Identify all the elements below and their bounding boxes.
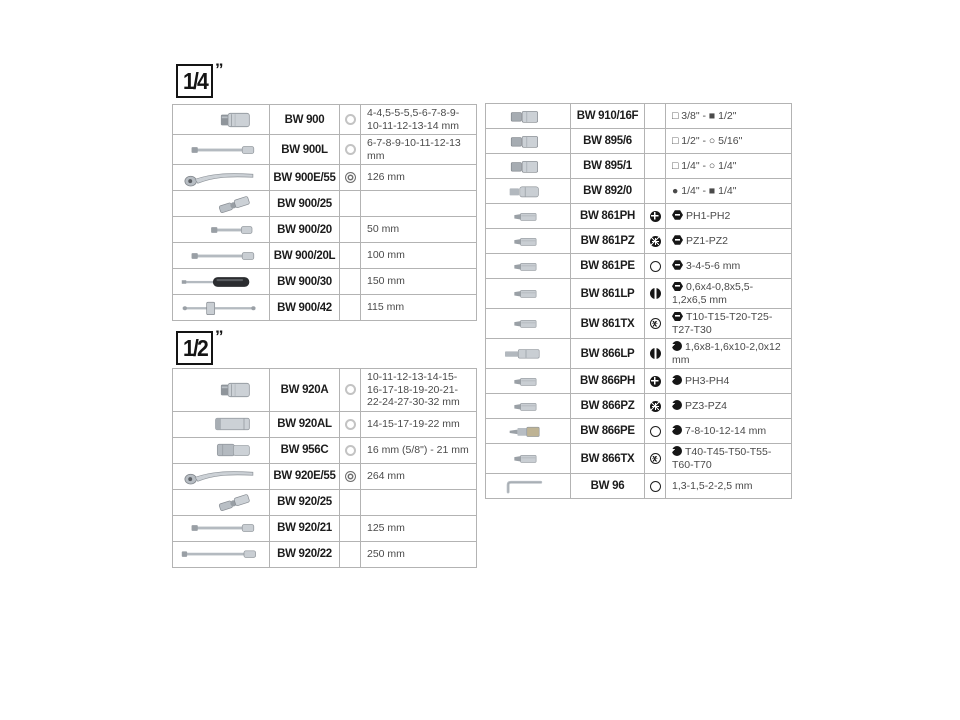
ratchet-drive-icon (345, 172, 356, 183)
hex-head-icon (650, 481, 661, 492)
size-text: 264 mm (367, 469, 405, 482)
quarter-inch-text: 1/4 (182, 67, 207, 94)
size-text: PH1-PH2 (666, 208, 733, 225)
ratchet-drive-icon (345, 471, 356, 482)
size-text: ● 1/4" - ■ 1/4" (672, 184, 737, 197)
table-row (486, 473, 791, 498)
tool-photo-cell (173, 165, 269, 190)
quarter-inch-hex-shank-icon (672, 210, 683, 220)
tool-photo-cell (486, 419, 570, 443)
tool-photo-cell (173, 412, 269, 437)
tool-photo-cell (173, 295, 269, 320)
quarter-inch-hex-shank-icon (672, 312, 683, 322)
size-cell (360, 165, 474, 190)
tool-photo-cell (486, 154, 570, 178)
bit-photo (491, 282, 561, 305)
size-cell (665, 229, 789, 253)
tool-photo-cell (486, 474, 570, 498)
table-row (486, 278, 791, 308)
part-number: BW 920A (269, 369, 339, 411)
table-row (173, 294, 476, 320)
adapters-and-bits-table (485, 103, 792, 499)
table-row (173, 134, 476, 164)
adapter-photo (491, 155, 561, 178)
socket-photo (180, 378, 260, 402)
size-cell (360, 217, 474, 242)
size-text: 1,6x8-1,6x10-2,0x12 mm (672, 341, 781, 366)
table-row (486, 228, 791, 253)
tool-photo-cell (486, 444, 570, 473)
drive-symbol-cell (644, 279, 665, 308)
tool-photo-cell (486, 179, 570, 203)
table-row (173, 541, 476, 567)
drive-symbol-cell (644, 154, 665, 178)
extension-short-photo (180, 218, 260, 242)
drive-symbol-cell (339, 269, 360, 294)
size-cell (360, 438, 474, 463)
size-cell (360, 269, 474, 294)
drive-symbol-cell (339, 217, 360, 242)
adapter-photo (491, 105, 561, 128)
quarter-inch-hex-shank-icon (672, 260, 683, 270)
drive-symbol-cell (644, 254, 665, 278)
size-text: □ 3/8" - ■ 1/2" (672, 109, 737, 122)
bit-long-photo (491, 342, 561, 365)
part-number: BW 895/6 (570, 129, 644, 153)
drive-symbol-cell (644, 394, 665, 418)
drive-symbol-cell (644, 129, 665, 153)
size-text: 4-4,5-5-5,5-6-7-8-9-10-11-12-13-14 mm (367, 107, 460, 132)
drive-symbol-cell (339, 438, 360, 463)
drive-symbol-cell (644, 339, 665, 368)
size-cell (360, 191, 474, 216)
size-text: 16 mm (5/8") - 21 mm (367, 443, 469, 456)
size-text: PZ3-PZ4 (666, 398, 730, 415)
part-number: BW 920/25 (269, 490, 339, 515)
five-sixteenth-hex-shank-icon (672, 375, 682, 385)
table-row (486, 418, 791, 443)
drive-symbol-cell (644, 444, 665, 473)
drive-symbol-cell (644, 179, 665, 203)
bit-photo (491, 370, 561, 393)
tool-photo-cell (486, 309, 570, 338)
socket-photo (180, 108, 260, 132)
size-text: 6-7-8-9-10-11-12-13 mm (367, 137, 461, 162)
drive-symbol-cell (644, 369, 665, 393)
five-sixteenth-hex-shank-icon (672, 341, 682, 351)
phillips-head-icon (650, 376, 661, 387)
drive-symbol-cell (339, 191, 360, 216)
drive-symbol-cell (644, 419, 665, 443)
tool-photo-cell (173, 135, 269, 164)
universal-joint-photo (180, 192, 260, 216)
size-cell (360, 243, 474, 268)
drive-symbol-cell (339, 464, 360, 489)
part-number: BW 866TX (570, 444, 644, 473)
size-text: 50 mm (367, 223, 400, 236)
tool-photo-cell (486, 369, 570, 393)
socket-plug-photo (180, 438, 260, 462)
half-inch-box (176, 331, 213, 365)
table-row (486, 203, 791, 228)
table-row (486, 128, 791, 153)
size-text: PZ1-PZ2 (666, 233, 731, 250)
drive-symbol-cell (644, 104, 665, 128)
part-number: BW 900E/55 (269, 165, 339, 190)
table-row (173, 216, 476, 242)
size-text: 125 mm (367, 521, 405, 534)
universal-joint-photo (180, 490, 260, 514)
part-number: BW 900 (269, 105, 339, 134)
bit-photo (491, 447, 561, 470)
five-sixteenth-hex-shank-icon (672, 446, 682, 456)
part-number: BW 866PH (570, 369, 644, 393)
size-cell (665, 444, 789, 473)
table-row (173, 164, 476, 190)
drive-symbol-cell (339, 516, 360, 541)
torx-head-icon (650, 453, 661, 464)
part-number: BW 861PZ (570, 229, 644, 253)
hex-head-icon (650, 426, 661, 437)
size-cell (360, 412, 474, 437)
size-cell (665, 129, 789, 153)
size-text: 7-8-10-12-14 mm (666, 423, 769, 440)
slotted-head-icon (650, 288, 661, 299)
tool-photo-cell (173, 269, 269, 294)
tool-photo-cell (173, 217, 269, 242)
table-row (173, 437, 476, 463)
hex-key-photo (491, 475, 561, 498)
drive-symbol-cell (339, 542, 360, 567)
socket-drive-ring-icon (345, 384, 356, 395)
size-cell (665, 369, 789, 393)
size-cell (360, 464, 474, 489)
size-text: 0,6x4-0,8x5,5-1,2x6,5 mm (672, 281, 754, 306)
extension-photo (180, 244, 260, 268)
size-text: 1,3-1,5-2-2,5 mm (672, 479, 753, 492)
tool-photo-cell (486, 254, 570, 278)
table-row (173, 268, 476, 294)
half-inch-table (172, 368, 477, 568)
tool-photo-cell (173, 105, 269, 134)
tool-photo-cell (486, 279, 570, 308)
socket-drive-ring-icon (345, 114, 356, 125)
part-number: BW 920AL (269, 412, 339, 437)
size-cell (665, 309, 789, 338)
quarter-inch-table (172, 104, 477, 321)
drive-symbol-cell (339, 165, 360, 190)
size-cell (360, 490, 474, 515)
tool-photo-cell (173, 369, 269, 411)
size-cell (360, 516, 474, 541)
part-number: BW 920/22 (269, 542, 339, 567)
size-text (361, 500, 370, 504)
size-cell (665, 254, 789, 278)
drive-symbol-cell (339, 412, 360, 437)
table-row (173, 411, 476, 437)
size-text: T10-T15-T20-T25-T27-T30 (672, 311, 773, 336)
tool-photo-cell (486, 104, 570, 128)
size-cell (665, 204, 789, 228)
table-row (173, 242, 476, 268)
table-row (173, 369, 476, 411)
drive-symbol-cell (339, 490, 360, 515)
size-cell (665, 179, 789, 203)
part-number: BW 96 (570, 474, 644, 498)
table-row (486, 338, 791, 368)
bit-holder-photo (491, 180, 561, 203)
adapter-photo (491, 130, 561, 153)
tool-photo-cell (486, 394, 570, 418)
bit-photo (491, 255, 561, 278)
table-row (486, 253, 791, 278)
half-inch-size-label (176, 327, 224, 365)
socket-drive-ring-icon (345, 445, 356, 456)
size-text: 3-4-5-6 mm (666, 258, 743, 275)
part-number: BW 861PE (570, 254, 644, 278)
tool-photo-cell (173, 464, 269, 489)
tool-photo-cell (486, 339, 570, 368)
extension-photo (180, 138, 260, 162)
bit-hex-photo (491, 420, 561, 443)
table-row (486, 308, 791, 338)
drive-symbol-cell (339, 243, 360, 268)
drive-symbol-cell (339, 135, 360, 164)
size-cell (665, 104, 789, 128)
part-number: BW 866PZ (570, 394, 644, 418)
part-number: BW 861PH (570, 204, 644, 228)
part-number: BW 861LP (570, 279, 644, 308)
table-row (173, 515, 476, 541)
size-text: □ 1/2" - ○ 5/16" (672, 134, 743, 147)
size-text: 250 mm (367, 547, 405, 560)
table-row (173, 190, 476, 216)
part-number: BW 892/0 (570, 179, 644, 203)
part-number: BW 866PE (570, 419, 644, 443)
part-number: BW 895/1 (570, 154, 644, 178)
size-cell (665, 474, 789, 498)
table-row (486, 393, 791, 418)
size-cell (665, 419, 789, 443)
tool-photo-cell (486, 204, 570, 228)
size-text: 100 mm (367, 249, 405, 262)
part-number: BW 900L (269, 135, 339, 164)
slotted-head-icon (650, 348, 661, 359)
socket-drive-ring-icon (345, 419, 356, 430)
torx-head-icon (650, 318, 661, 329)
bit-photo (491, 205, 561, 228)
part-number: BW 861TX (570, 309, 644, 338)
quarter-inch-hex-shank-icon (672, 282, 683, 292)
table-row (173, 463, 476, 489)
tool-photo-cell (173, 243, 269, 268)
ratchet-photo (180, 464, 260, 488)
tool-photo-cell (173, 516, 269, 541)
table-row (486, 153, 791, 178)
part-number: BW 900/30 (269, 269, 339, 294)
part-number: BW 956C (269, 438, 339, 463)
bit-photo (491, 230, 561, 253)
size-cell (665, 154, 789, 178)
tool-photo-cell (173, 542, 269, 567)
tool-photo-cell (486, 229, 570, 253)
five-sixteenth-hex-shank-icon (672, 425, 682, 435)
tool-photo-cell (173, 191, 269, 216)
drive-symbol-cell (339, 295, 360, 320)
table-row (173, 105, 476, 134)
size-cell (665, 339, 789, 368)
screwdriver-photo (180, 270, 260, 294)
ratchet-photo (180, 166, 260, 190)
size-cell (360, 295, 474, 320)
table-row (486, 178, 791, 203)
part-number: BW 900/25 (269, 191, 339, 216)
tool-photo-cell (173, 490, 269, 515)
socket-drive-ring-icon (345, 144, 356, 155)
quarter-inch-hex-shank-icon (672, 235, 683, 245)
extension-long-photo (180, 542, 260, 566)
bit-photo (491, 312, 561, 335)
inch-mark: ” (215, 327, 224, 346)
tool-photo-cell (486, 129, 570, 153)
size-cell (360, 135, 474, 164)
size-text: 14-15-17-19-22 mm (367, 417, 460, 430)
size-text: 115 mm (367, 301, 405, 314)
drive-symbol-cell (644, 474, 665, 498)
part-number: BW 900/42 (269, 295, 339, 320)
size-text: T40-T45-T50-T55-T60-T70 (672, 446, 772, 471)
table-row (173, 489, 476, 515)
size-cell (665, 394, 789, 418)
table-row (486, 368, 791, 393)
drive-symbol-cell (644, 309, 665, 338)
drive-symbol-cell (644, 229, 665, 253)
quarter-inch-size-label (176, 60, 224, 98)
table-row (486, 104, 791, 128)
inch-mark: ” (215, 60, 224, 79)
part-number: BW 920/21 (269, 516, 339, 541)
part-number: BW 900/20 (269, 217, 339, 242)
half-inch-text: 1/2 (182, 334, 207, 361)
size-text: □ 1/4" - ○ 1/4" (672, 159, 737, 172)
size-text: 150 mm (367, 275, 405, 288)
size-text: PH3-PH4 (666, 373, 732, 390)
drive-symbol-cell (644, 204, 665, 228)
tool-photo-cell (173, 438, 269, 463)
table-row (486, 443, 791, 473)
size-cell (360, 105, 474, 134)
size-text: 10-11-12-13-14-15-16-17-18-19-20-21-22-24-27-30-32 mm (367, 371, 460, 408)
extension-photo (180, 516, 260, 540)
phillips-head-icon (650, 211, 661, 222)
size-cell (360, 542, 474, 567)
pozidriv-head-icon (650, 236, 661, 247)
five-sixteenth-hex-shank-icon (672, 400, 682, 410)
drive-symbol-cell (339, 105, 360, 134)
socket-deep-photo (180, 412, 260, 436)
size-cell (665, 279, 789, 308)
quarter-inch-box (176, 64, 213, 98)
t-bar-photo (180, 296, 260, 320)
part-number: BW 900/20L (269, 243, 339, 268)
size-text (361, 202, 370, 206)
part-number: BW 920E/55 (269, 464, 339, 489)
hex-head-icon (650, 261, 661, 272)
part-number: BW 910/16F (570, 104, 644, 128)
bit-photo (491, 395, 561, 418)
pozidriv-head-icon (650, 401, 661, 412)
size-text: 126 mm (367, 171, 405, 184)
drive-symbol-cell (339, 369, 360, 411)
size-cell (360, 369, 474, 411)
part-number: BW 866LP (570, 339, 644, 368)
